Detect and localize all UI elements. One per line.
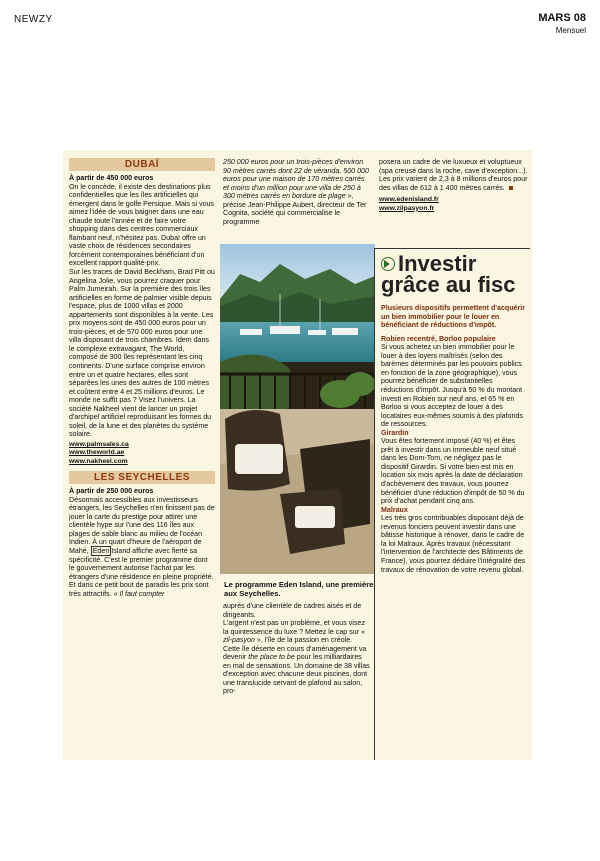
highlighted-word: Eden: [92, 547, 110, 555]
malraux-paragraph: Les très gros contribuables disposant déjà de revenus fonciers peuvent investir dans une bâtisse historique à rénover, dans le cadre de la loi Malraux. Après travaux (nécessitant l'intervention de l'architecte des Bâtiments de France), vous pourrez déduire l'intégralité des travaux de rénovation de votre revenu global.: [381, 514, 526, 574]
tax-title-text: Investir grâce au fisc: [381, 251, 516, 297]
tax-article-body: [381, 304, 527, 759]
column-3-top: [379, 158, 529, 246]
tax-article-title: [381, 253, 526, 295]
zil-text-1: L'argent n'est pas un problème, et vous visez la quintessence du luxe ? Mettez le cap sur «: [223, 619, 365, 636]
link-edenisland[interactable]: www.edenisland.fr: [379, 196, 439, 204]
photo-caption: Le programme Eden Island, une première aux Seychelles.: [224, 580, 374, 598]
link-nakheel[interactable]: www.nakheel.com: [69, 457, 128, 465]
heading-malraux: Malraux: [381, 505, 408, 514]
section-banner-dubai: DUBAÏ: [69, 158, 215, 171]
quote-paragraph: [223, 158, 371, 226]
seychelles-text-a: Désormais accessibles aux investisseurs étrangers, les Seychelles n'en finissent pas de jouer la carte du prestige pour attirer une clientèle hype sur l'une des 116 îles aux plages de sable blanc au milieu de l'océan Indien. À un quart d'heure de l'aéroport de Mahé,: [69, 495, 215, 555]
villa-price-text: [379, 158, 529, 192]
column-1: [69, 158, 215, 758]
article-page: [63, 150, 532, 760]
photo-illustration: [220, 244, 375, 574]
link-palmsales[interactable]: www.palmsales.ca: [69, 440, 129, 448]
link-zilpasyon[interactable]: www.zilpasyon.fr: [379, 204, 435, 212]
end-square-icon: [509, 186, 513, 190]
seychelles-links: [379, 196, 529, 213]
newspaper-brand: NEWZY: [14, 14, 53, 25]
quote-text: 250 000 euros pour un trois-pièces d'environ 90 mètres carrés dont 22 de véranda, 500 000 euros pour une maison de 170 mètres carrés et moins d'un million pour une villa de 250 à 300 mètres carrés en bordure de plage »,: [223, 158, 369, 201]
arrow-circle-icon: [381, 257, 395, 271]
zil-name: zil-pasyon: [223, 636, 255, 645]
issue-frequency: Mensuel: [555, 26, 586, 35]
girardin-paragraph: Vous êtes fortement imposé (40 %) et êtes prêt à investir dans un immeuble neuf situé dans les Dom-Tom, ne négligez pas le dispositif Girardin. Si votre bien est mis en location six mois après la date de déclaration d'achèvement des travaux, vous pourrez bénéficier d'une réduction d'impôt de 50 % du prix d'achat pendant cinq ans.: [381, 437, 525, 506]
seychelles-quote-start: « Il faut compter: [113, 589, 165, 598]
robien-paragraph: Si vous achetez un bien immobilier pour le louer à des loyers maîtrisés (selon des barèmes déterminés par les pouvoirs publics en fonction de la zone géographique), vous pourrez bénéficier de substantielles réductions d'impôt. Jusqu'à 50 % du montant investi en Robien sur neuf ans, et 65 % en Borloo si vous acceptez de louer à des locataires eux-mêmes soumis à des plafonds de ressources.: [381, 343, 523, 429]
seychelles-text-b: Island affiche avec fierté sa spécificité. C'est le premier programme dont le gouvernement autorise l'achat par les étrangers d'une résidence en pleine propriété. Et dans ce petit bout de paradis les prix sont très attractifs.: [69, 547, 214, 598]
issue-date: MARS 08: [538, 12, 586, 24]
column-2-bottom: [223, 602, 371, 758]
place-to-be: the place to be: [248, 653, 295, 662]
clientele-text: auprès d'une clientèle de cadres aisés et de dirigeants.: [223, 602, 362, 619]
zilpasyon-paragraph: [223, 619, 371, 696]
heading-girardin: Girardin: [381, 428, 409, 437]
column-2-top: [223, 158, 371, 244]
zil-text-2: », l'île de la passion en créole. Cette île déserte en cours d'aménagement va devenir: [223, 636, 367, 662]
link-theworld[interactable]: www.theworld.ae: [69, 449, 125, 457]
villa-text: posera un cadre de vie luxueux et voluptueux (spa creusé dans la roche, cave d'exception...). Les prix varient de 2,3 à 8 millions d'euros pour des villas de 612 à 1 400 mètres carrés.: [379, 158, 528, 192]
tax-article-box: [374, 248, 530, 760]
issue-info: [538, 12, 586, 35]
section-banner-seychelles: LES SEYCHELLES: [69, 471, 215, 484]
dubai-links: [69, 441, 215, 466]
heading-robien: Robien recentré, Borloo populaire: [381, 334, 496, 343]
tax-intro: Plusieurs dispositifs permettent d'acquérir un bien immobilier pour le louer en bénéficiant de réductions d'impôt.: [381, 304, 525, 330]
quote-attribution: précise Jean-Philippe Aubert, directeur de Ter Cognita, société qui commercialise le programme: [223, 200, 367, 226]
price-dubai: À partir de 450 000 euros: [69, 174, 154, 182]
price-seychelles: À partir de 250 000 euros: [69, 487, 154, 496]
eden-island-photo: [220, 244, 375, 574]
zil-text-3: pour les milliardaires en mal de sensations. Un domaine de 38 villas d'exception avec chacune deux piscines, dont une translucide servant de plafond au salon, pro-: [223, 653, 370, 696]
dubai-paragraph-2: Sur les traces de David Beckham, Brad Pitt ou Angelina Jolie, vous pourrez craquer pour Palm Jumeirah. Sur la première des trois îles artificielles en forme de palmier visible depuis l'espace, plus de 1000 villas et 2000 appartements sont disponibles à la vente. Les prix moyens sont de 450 000 euros pour un trois-pièces, et de 570 000 euros pour une villa disposant de trois chambres. Idem dans le complexe extravagant, The World, composé de 300 îles représentant les cinq continents. D'une surface comprise environ entre un et quatre hectares, elles sont séparées les unes des autres de 100 mètres et coûtent entre 4 et 25 millions d'euros. Le monde ne suffit pas ? Visez l'univers. La société Nakheel vient de lancer un projet d'archipel artificiel reproduisant les formes du soleil, de la lune et des planètes du système solaire.: [69, 268, 215, 439]
seychelles-paragraph: [69, 496, 215, 599]
dubai-paragraph-1: On le concède, il existe des destinations plus confidentielles que les îles artificielles qui émergent dans le golfe Persique. Mais si vous aimez l'idée de vous baigner dans une eau chaude toute l'année et de faire votre shopping dans des centres commerciaux flambant neuf, n'hésitez pas. Dubaï offre un vaste choix de résidences secondaires forcément contemporaines bénéficiant d'un excellent rapport qualité-prix.: [69, 182, 215, 268]
